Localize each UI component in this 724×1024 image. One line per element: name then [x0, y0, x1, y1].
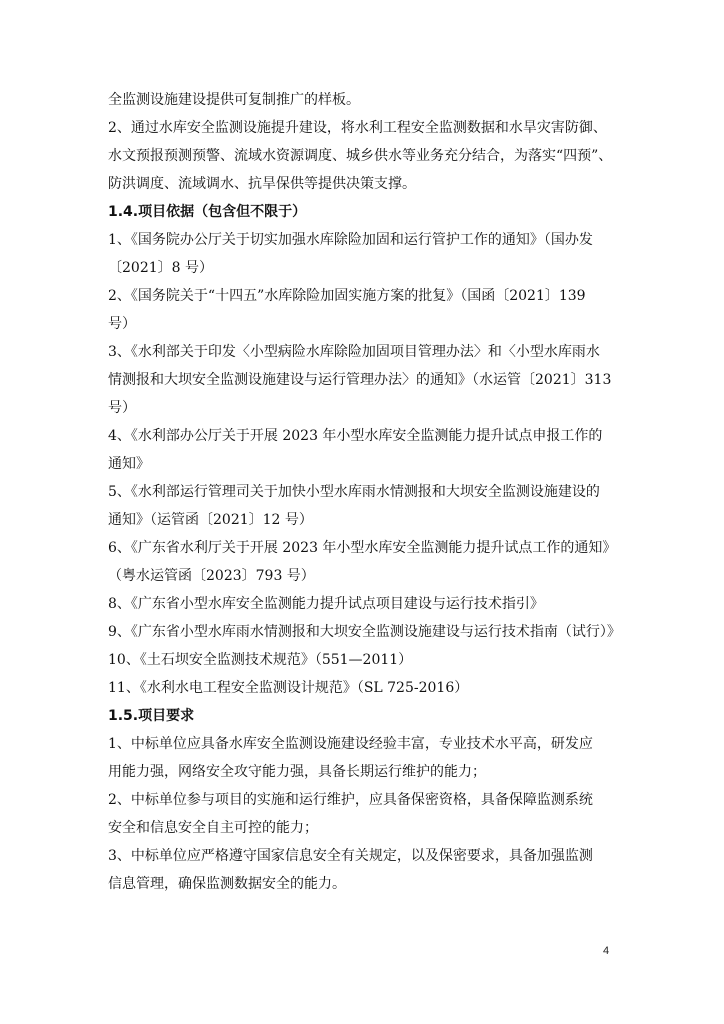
text-line: 3、中标单位应严格遵守国家信息安全有关规定，以及保密要求，具备加强监测 — [108, 848, 593, 864]
text-line: 2、通过水库安全监测设施提升建设，将水利工程安全监测数据和水旱灾害防御、 — [108, 120, 607, 136]
section-heading: 1.4.项目依据（包含但不限于） — [108, 204, 307, 220]
text-line: 〔2021〕8 号） — [108, 260, 213, 276]
text-line: 2、《国务院关于“十四五”水库除险加固实施方案的批复》（国函〔2021〕139 — [108, 288, 586, 304]
text-line: 水文预报预测预警、流域水资源调度、城乡供水等业务充分结合，为落实“四预”、 — [108, 148, 613, 164]
text-line: 用能力强，网络安全攻守能力强，具备长期运行维护的能力； — [108, 764, 486, 780]
text-line: 1、中标单位应具备水库安全监测设施建设经验丰富，专业技术水平高，研发应 — [108, 736, 593, 752]
text-line: 10、《土石坝安全监测技术规范》（551—2011） — [108, 652, 413, 668]
text-line: 1、《国务院办公厅关于切实加强水库除险加固和运行管护工作的通知》（国办发 — [108, 232, 593, 248]
text-line: 信息管理，确保监测数据安全的能力。 — [108, 876, 346, 892]
section-heading: 1.5.项目要求 — [108, 708, 195, 724]
text-line: 11、《水利水电工程安全监测设计规范》（SL 725-2016） — [108, 680, 469, 696]
text-line: 安全和信息安全自主可控的能力； — [108, 820, 318, 836]
text-line: 9、《广东省小型水库雨水情测报和大坝安全监测设施建设与运行技术指南（试行）》 — [108, 624, 621, 640]
page-body — [108, 86, 624, 898]
text-line: 通知》 — [108, 456, 150, 472]
text-line: 6、《广东省水利厅关于开展 2023 年小型水库安全监测能力提升试点工作的通知》 — [108, 540, 617, 556]
text-line: 3、《水利部关于印发〈小型病险水库除险加固项目管理办法〉和〈小型水库雨水 — [108, 344, 600, 360]
text-line: 情测报和大坝安全监测设施建设与运行管理办法〉的通知》（水运管〔2021〕313 — [108, 372, 612, 388]
text-line: 4、《水利部办公厅关于开展 2023 年小型水库安全监测能力提升试点申报工作的 — [108, 428, 603, 444]
text-line: 5、《水利部运行管理司关于加快小型水库雨水情测报和大坝安全监测设施建设的 — [108, 484, 600, 500]
text-line: （粤水运管函〔2023〕793 号） — [108, 568, 315, 584]
text-line: 8、《广东省小型水库安全监测能力提升试点项目建设与运行技术指引》 — [108, 596, 544, 612]
text-line: 号） — [108, 316, 136, 332]
text-line: 2、中标单位参与项目的实施和运行维护，应具备保密资格，具备保障监测系统 — [108, 792, 593, 808]
text-line: 号） — [108, 400, 136, 416]
page-number: 4 — [603, 945, 610, 957]
text-line: 防洪调度、流域调水、抗旱保供等提供决策支撑。 — [108, 176, 416, 192]
text-line: 全监测设施建设提供可复制推广的样板。 — [108, 92, 360, 108]
text-line: 通知》（运管函〔2021〕12 号） — [108, 512, 313, 528]
